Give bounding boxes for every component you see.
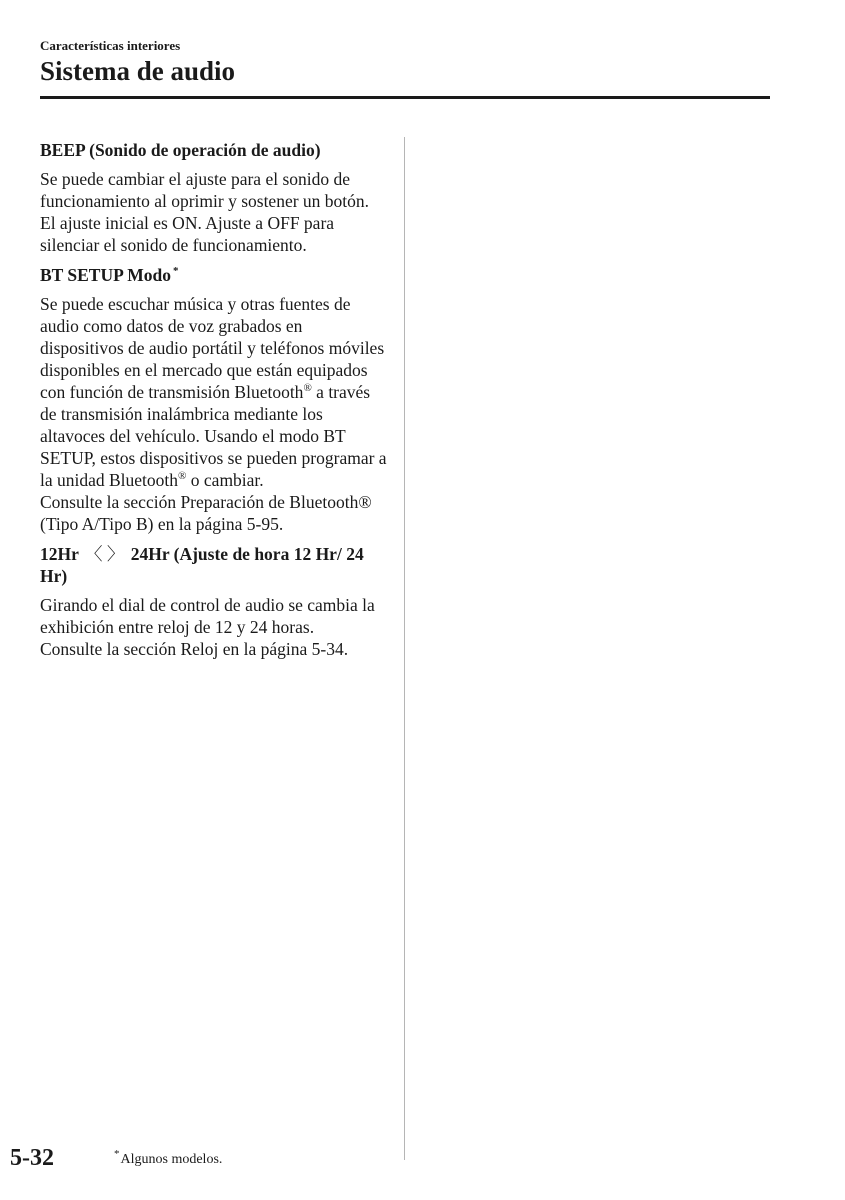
clock-reference: Consulte la sección Reloj en la página 5-34. — [40, 639, 349, 659]
page-number: 5-32 — [10, 1145, 54, 1171]
beep-body: Se puede cambiar el ajuste para el sonido de funcionamiento al oprimir y sostener un botón. El ajuste inicial es ON. Ajuste a OFF para silenciar el sonido de funcionamiento. — [40, 169, 370, 255]
footnote-text: Algunos modelos. — [120, 1152, 223, 1167]
column-divider — [404, 137, 405, 1160]
bt-setup-reference: Consulte la sección Preparación de Bluetooth® (Tipo A/Tipo B) en la página 5-95. — [40, 492, 372, 534]
beep-heading: BEEP (Sonido de operación de audio) — [40, 140, 321, 160]
bt-setup-body — [40, 293, 388, 491]
page-title: Sistema de audio — [40, 56, 236, 86]
title-rule — [40, 96, 770, 99]
clock-heading-end: 24Hr (Ajuste de hora 12 Hr/ 24 Hr) — [40, 544, 364, 586]
bt-setup-body-part-3: o cambiar. — [186, 470, 264, 490]
chevron-arrows-icon: 〈 〉 — [84, 544, 125, 564]
bt-setup-heading — [40, 264, 388, 286]
clock-heading-start: 12Hr — [40, 544, 79, 564]
bt-setup-body-part-1: Se puede escuchar música y otras fuentes de audio como datos de voz grabados en dispositivos de audio portátil y teléfonos móviles disponibles en el mercado que están equipados con función de transmisión Bluetooth — [40, 294, 385, 402]
clock-body: Girando el dial de control de audio se cambia la exhibición entre reloj de 12 y 24 horas. — [40, 595, 375, 637]
clock-heading — [40, 543, 388, 587]
optional-model-mark: * — [172, 265, 179, 278]
left-column — [40, 139, 388, 660]
footnote — [114, 1148, 223, 1168]
footnote-mark: * — [114, 1148, 120, 1161]
breadcrumb: Características interiores — [40, 38, 181, 53]
registered-mark: ® — [178, 470, 187, 483]
bt-setup-body-part-2: a través de transmisión inalámbrica mediante los altavoces del vehículo. Usando el modo BT SETUP, estos dispositivos se pueden programar a la unidad Bluetooth — [40, 382, 387, 490]
registered-mark: ® — [303, 382, 312, 395]
bt-setup-heading-text: BT SETUP Modo — [40, 265, 171, 285]
